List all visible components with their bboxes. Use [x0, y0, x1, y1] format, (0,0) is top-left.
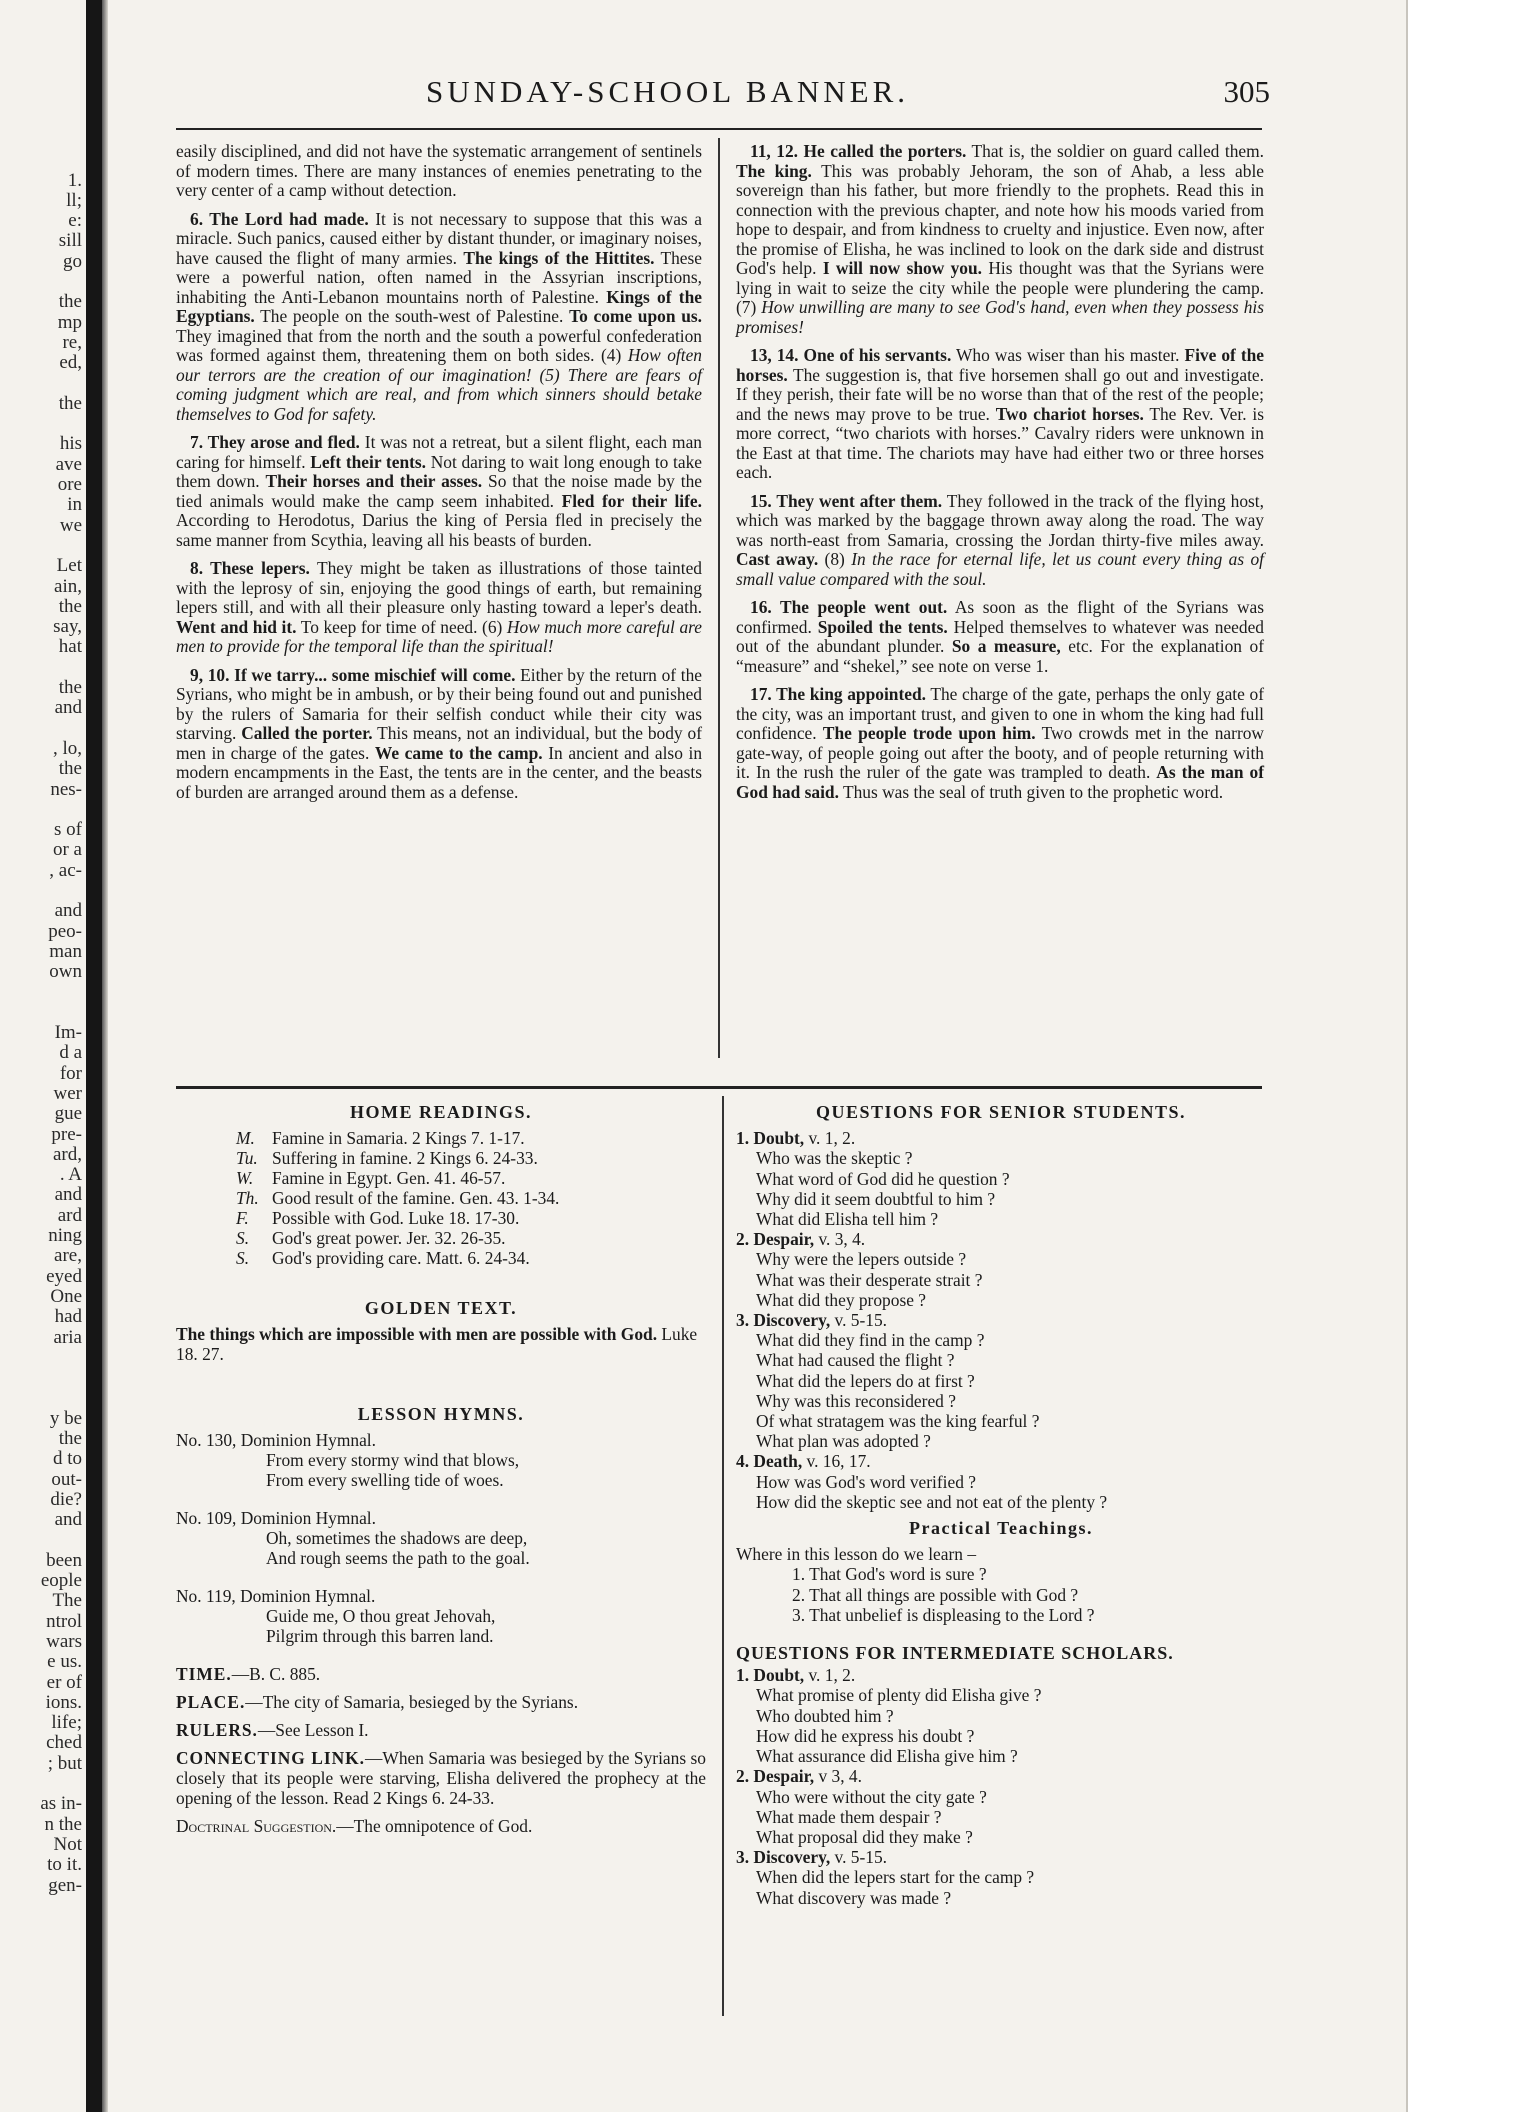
commentary-paragraph: 7. They arose and fled. It was not a retreat, but a silent flight, each man caring for himself. Left their tents. Not daring to wait long enough to take them down. Their horses and their asses. So that the noise made by the tied animals would make the camp seem inhabited. Fled for their life. According to Herodotus, Darius the king of Persia fled in precisely the same manner from Scythia, leaving all his beasts of burden. [176, 432, 702, 550]
question: Why did it seem doubtful to him ? [756, 1188, 996, 1209]
header-rule [176, 128, 1262, 130]
teaching-item: 3. That unbelief is displeasing to the Lord ? [792, 1604, 1095, 1625]
lesson-hymns-section [176, 1404, 706, 1646]
question: What discovery was made ? [756, 1887, 952, 1908]
question: How did the skeptic see and not eat of the plenty ? [756, 1491, 1108, 1512]
reading-item: Tu. Suffering in famine. 2 Kings 6. 24-33. [236, 1148, 538, 1168]
question: What did they propose ? [756, 1289, 926, 1310]
right-commentary-column [736, 142, 1264, 811]
commentary-paragraph: 16. The people went out. As soon as the flight of the Syrians was confirmed. Spoiled the tents. Helped themselves to whatever was needed out of the abundant plunder. So a measure, etc. For the explanation of “measure” and “shekel,” see note on verse 1. [736, 597, 1264, 676]
home-readings-list [236, 1128, 706, 1268]
teaching-item: 1. That God's word is sure ? [792, 1564, 987, 1585]
question: What made them despair ? [756, 1806, 942, 1827]
commentary-paragraph: 13, 14. One of his servants. Who was wiser than his master. Five of the horses. The suggestion is, that five horsemen shall go out and investigate. If they perish, their fate will be no worse than that of the rest of the people; and the news may prove to be true. Two chariot horses. The Rev. Ver. is more correct, “two chariots with horses.” Cavalry riders were unknown in the East at that time. The chariots may have had either two or three horses each. [736, 345, 1264, 482]
question: Who doubted him ? [756, 1705, 894, 1726]
intermediate-questions-heading: QUESTIONS FOR INTERMEDIATE SCHOLARS. [736, 1643, 1174, 1664]
practical-teachings-heading: Practical Teachings. [909, 1518, 1093, 1539]
lesson-time: TIME.—B. C. 885. [176, 1664, 321, 1684]
lesson-hymns-heading: LESSON HYMNS. [357, 1404, 525, 1424]
question-group: 1. Doubt, v. 1, 2. Who was the skeptic ? What word of God did he question ? Why did it seem doubtful to him ? What did Elisha tell him ? [736, 1128, 1266, 1229]
question: What proposal did they make ? [756, 1826, 973, 1847]
column-divider [718, 138, 720, 1058]
commentary-paragraph: 15. They went after them. They followed in the track of the flying host, which was marked by the baggage thrown away along the road. The way was north-east from Samaria, crossing the Jordan thirty-five miles away. Cast away. (8) In the race for eternal life, let us count every thing as of small value compared with the soul. [736, 490, 1264, 589]
lesson-meta [176, 1664, 706, 1836]
question-group: 3. Discovery, v. 5-15. When did the lepers start for the camp ? What discovery was made ? [736, 1847, 1266, 1908]
question: Why were the lepers outside ? [756, 1249, 967, 1270]
reading-item: S. God's great power. Jer. 32. 26-35. [236, 1228, 506, 1248]
question-group: 3. Discovery, v. 5-15. What did they find in the camp ? What had caused the flight ? What did the lepers do at first ? Why was this reconsidered ? Of what stratagem was the king fearful ? What plan was adopted ? [736, 1310, 1266, 1451]
question: Why was this reconsidered ? [756, 1390, 956, 1411]
question-group: 2. Despair, v 3, 4. Who were without the city gate ? What made them despair ? What proposal did they make ? [736, 1766, 1266, 1847]
section-rule [176, 1086, 1262, 1089]
page-number: 305 [1223, 74, 1270, 109]
question: What plan was adopted ? [756, 1431, 931, 1452]
golden-text-body: The things which are impossible with men are possible with God. Luke 18. 27. [176, 1324, 698, 1364]
question: How did he express his doubt ? [756, 1725, 975, 1746]
reading-item: F. Possible with God. Luke 18. 17-30. [236, 1208, 520, 1228]
golden-text-section [176, 1298, 706, 1364]
question: What promise of plenty did Elisha give ? [756, 1685, 1042, 1706]
reading-item: M. Famine in Samaria. 2 Kings 7. 1-17. [236, 1128, 525, 1148]
reading-item: W. Famine in Egypt. Gen. 41. 46-57. [236, 1168, 506, 1188]
hymn-item: No. 130, Dominion Hymnal. From every stormy wind that blows, From every swelling tide of woes. [176, 1430, 520, 1490]
question: When did the lepers start for the camp ? [756, 1867, 1035, 1888]
question-group: 1. Doubt, v. 1, 2. What promise of plenty did Elisha give ? Who doubted him ? How did he express his doubt ? What assurance did Elisha give him ? [736, 1665, 1266, 1766]
question-group: 2. Despair, v. 3, 4. Why were the lepers outside ? What was their desperate strait ? What did they propose ? [736, 1229, 1266, 1310]
question: What was their desperate strait ? [756, 1269, 983, 1290]
lesson-place: PLACE.—The city of Samaria, besieged by the Syrians. [176, 1692, 579, 1712]
running-title: SUNDAY-SCHOOL BANNER. [426, 74, 910, 109]
book-spine [86, 0, 102, 2112]
left-commentary-column [176, 142, 702, 811]
lesson-rulers: RULERS.—See Lesson I. [176, 1720, 369, 1740]
commentary-paragraph: 11, 12. He called the porters. That is, the soldier on guard called them. The king. This was probably Jehoram, the son of Ahab, a less able sovereign than his father, but more friendly to the prophets. Read this in connection with the previous chapter, and note how his moods varied from hope to despair, and from kindness to cruelty and injustice. Even now, after the promise of Elisha, he was inclined to look on the dark side and distrust God's help. I will now show you. His thought was that the Syrians were lying in wait to seize the city while the people were plundering the camp. (7) How unwilling are many to see God's hand, even when they possess his promises! [736, 141, 1264, 337]
commentary-paragraph: 9, 10. If we tarry... some mischief will come. Either by the return of the Syrians, who might be in ambush, or by their being found out and punished by the rulers of Samaria for their selfish conduct while their city was starving. Called the porter. This means, not an individual, but the body of men in charge of the gates. We came to the camp. In ancient and also in modern encampments in the East, the tents are in the center, and the beasts of burden are arranged around them as a defense. [176, 664, 703, 802]
lower-column-divider [722, 1096, 724, 2016]
practical-teachings-list [736, 1564, 1266, 1625]
reading-item: S. God's providing care. Matt. 6. 24-34. [236, 1248, 530, 1268]
practical-teachings-intro: Where in this lesson do we learn – [736, 1544, 977, 1565]
page-margin-right [1408, 0, 1520, 2112]
previous-page-fragment: 1. ll; e: sill go the mp re, ed, the his ave ore in we Let ain, the say, hat the and , lo, the nes- s of or a , ac- and peo- man own Im- d a for wer gue pre- ard, . A and ard ning are, eyed One had aria y be the d to out- die? and been eople The ntrol wars e us. er of ions. life; ched ; but as in- n the Not to it. gen- [40, 169, 82, 1896]
doctrinal-suggestion: Doctrinal Suggestion.—The omnipotence of God. [176, 1816, 533, 1836]
hymn-item: No. 109, Dominion Hymnal. Oh, sometimes the shadows are deep, And rough seems the path to the goal. [176, 1508, 530, 1568]
senior-questions-heading: QUESTIONS FOR SENIOR STUDENTS. [815, 1102, 1187, 1122]
question: What did the lepers do at first ? [756, 1370, 975, 1391]
commentary-paragraph: 8. These lepers. They might be taken as illustrations of those tainted with the leprosy of sin, enjoying the good things of earth, but remaining lepers still, and with all their pleasure only hasting toward a leper's death. Went and hid it. To keep for time of need. (6) How much more careful are men to provide for the temporal life than the spiritual! [176, 558, 702, 656]
teaching-item: 2. That all things are possible with God ? [792, 1584, 1079, 1605]
question: What word of God did he question ? [756, 1168, 1010, 1189]
question: What did Elisha tell him ? [756, 1209, 939, 1230]
golden-text-heading: GOLDEN TEXT. [364, 1298, 518, 1318]
question: What assurance did Elisha give him ? [756, 1746, 1018, 1767]
question: What had caused the flight ? [756, 1350, 955, 1371]
commentary-paragraph: 17. The king appointed. The charge of the gate, perhaps the only gate of the city, was an important trust, and given to one in whom the king had full confidence. The people trode upon him. Two crowds met in the narrow gate-way, of people going out after the booty, and of people returning with it. In the rush the ruler of the gate was trampled to death. As the man of God had said. Thus was the seal of truth given to the prophetic word. [736, 684, 1264, 802]
page-header [180, 74, 1270, 118]
reading-item: Th. Good result of the famine. Gen. 43. 1-34. [236, 1188, 560, 1208]
question: Who was the skeptic ? [756, 1148, 913, 1169]
question: Who were without the city gate ? [756, 1786, 987, 1807]
question: What did they find in the camp ? [756, 1330, 985, 1351]
question: Of what stratagem was the king fearful ? [756, 1411, 1040, 1432]
connecting-link: CONNECTING LINK.—When Samaria was besieged by the Syrians so closely that its people were starving, Elisha delivered the prophecy at the opening of the lesson. Read 2 Kings 6. 24-33. [176, 1748, 706, 1808]
lesson-aids-column [176, 1102, 706, 1844]
hymn-item: No. 119, Dominion Hymnal. Guide me, O thou great Jehovah, Pilgrim through this barren land. [176, 1586, 496, 1646]
home-readings-heading: HOME READINGS. [349, 1102, 532, 1122]
question: How was God's word verified ? [756, 1471, 976, 1492]
questions-column [736, 1102, 1266, 1908]
gutter-shadow [102, 0, 108, 2112]
question-group: 4. Death, v. 16, 17. How was God's word verified ? How did the skeptic see and not eat of the plenty ? [736, 1451, 1266, 1512]
commentary-paragraph: 6. The Lord had made. It is not necessary to suppose that this was a miracle. Such panics, caused either by distant thunder, or imaginary noises, have caused the flight of many armies. The kings of the Hittites. These were a powerful nation, often named in the Assyrian inscriptions, inhabiting the Anti-Lebanon mountains north of Palestine. Kings of the Egyptians. The people on the south-west of Palestine. To come upon us. They imagined that from the north and the south a powerful confederation was formed against them, threatening them on both sides. (4) How often our terrors are the creation of our imagination! (5) There are fears of coming judgment which are real, and from which sinners should betake themselves to God for safety. [176, 208, 702, 424]
commentary-paragraph: easily disciplined, and did not have the systematic arrangement of sentinels of modern times. There are many instances of enemies penetrating to the very center of a camp without detection. [176, 141, 702, 200]
